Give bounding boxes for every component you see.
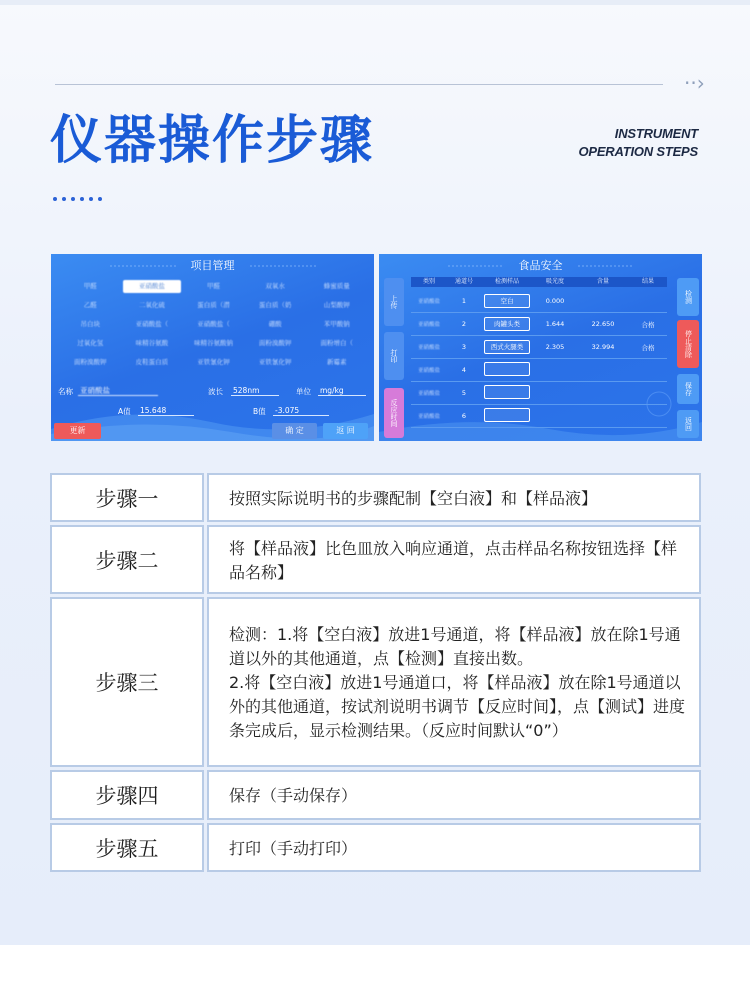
project-item[interactable]: 苯甲酸钠	[323, 320, 350, 328]
step-description-cell	[207, 597, 701, 767]
project-item[interactable]: 皮鞋蛋白质	[135, 358, 169, 366]
project-item[interactable]: 吊白块	[80, 320, 101, 328]
category-cell: 亚硝酸盐	[417, 414, 440, 420]
project-item[interactable]: 亚硝酸盐（	[197, 320, 230, 328]
sample-name-button[interactable]: 西式火腿类	[484, 340, 530, 354]
project-item[interactable]: 亚硝酸盐	[123, 280, 182, 293]
steps-table	[50, 473, 701, 875]
wavelength-label: 波长	[208, 387, 223, 396]
step-name: 步骤四	[50, 770, 204, 820]
step-description-cell	[207, 823, 701, 872]
upload-button[interactable]: 上传	[384, 278, 404, 326]
results-table-header	[411, 277, 667, 287]
step-description-cell	[207, 473, 701, 522]
channel-cell: 5	[461, 389, 467, 397]
sample-name-button[interactable]	[484, 408, 530, 422]
confirm-button[interactable]: 确 定	[272, 423, 317, 439]
step-description: 按照实际说明书的步骤配制【空白液】和【样品液】	[229, 488, 598, 508]
absorbance-cell: 2.305	[545, 343, 565, 351]
print-button[interactable]: 打印	[384, 332, 404, 380]
channel-cell: 4	[461, 366, 467, 374]
english-subtitle	[578, 125, 698, 161]
project-item[interactable]: 面粉溴酸钾	[74, 358, 107, 366]
project-item[interactable]: 蛋白质（奶	[258, 301, 292, 309]
screen-header: 项目管理	[190, 259, 235, 272]
project-item[interactable]: 亚铁氰化钾	[197, 358, 230, 366]
step-description: 检测：1.将【空白液】放进1号通道，将【样品液】放在除1号通道以外的其他通道，点【检测】直接出数。 2.将【空白液】放进1号通道口，将【样品液】放在除1号通道以外的其他通道，按试剂说明书调节【反应时间】，点【测试】进度条完成后，显示检测结果。（反应时间默认“0”）	[229, 625, 686, 740]
channel-cell: 3	[461, 343, 467, 351]
column-header: 含量	[596, 278, 609, 285]
update-button[interactable]: 更新	[54, 423, 101, 439]
project-item[interactable]: 过氧化氢	[77, 339, 104, 347]
sample-cell	[481, 362, 533, 378]
step-row	[50, 525, 701, 594]
project-item[interactable]: 蜂蜜质量	[323, 282, 350, 290]
category-cell: 亚硝酸盐	[417, 322, 440, 328]
category-cell: 亚硝酸盐	[417, 299, 440, 305]
content-cell: 22.650	[591, 320, 615, 328]
step-row	[50, 770, 701, 820]
column-header: 结果	[641, 278, 654, 285]
page-title: 仪器操作步骤	[50, 110, 375, 171]
project-item[interactable]: 双氧水	[265, 282, 285, 290]
sample-cell	[481, 294, 533, 308]
project-item[interactable]: 甲醛	[206, 282, 220, 290]
subtitle-line-2: OPERATION STEPS	[578, 144, 698, 159]
b-value-label: B值	[253, 407, 266, 416]
back-button[interactable]: 返 回	[323, 423, 368, 439]
project-item[interactable]: 新霉素	[326, 358, 347, 366]
sample-name-button[interactable]: 空白	[484, 294, 530, 308]
detect-button[interactable]: 检测	[677, 278, 699, 316]
content-cell: 32.994	[591, 343, 615, 351]
project-item[interactable]: 乙醛	[83, 301, 97, 309]
project-item[interactable]: 山梨酸钾	[323, 301, 350, 309]
project-management-screenshot	[51, 254, 374, 441]
project-item[interactable]: 亚铁氰化钾	[258, 358, 292, 366]
table-row	[411, 382, 667, 405]
channel-cell: 6	[461, 412, 467, 420]
sample-cell	[481, 408, 533, 424]
result-cell: 合格	[641, 320, 655, 329]
step-name: 步骤一	[50, 473, 204, 522]
b-value-field[interactable]: -3.075	[273, 406, 329, 416]
unit-label: 单位	[296, 387, 311, 396]
sample-cell	[481, 340, 533, 354]
channel-cell: 1	[461, 297, 467, 305]
project-item[interactable]: 味精谷氨酸钠	[193, 339, 233, 347]
table-row	[411, 313, 667, 336]
column-header: 检测样品	[494, 278, 519, 285]
absorbance-cell: 1.644	[545, 320, 565, 328]
a-value-field[interactable]: 15.648	[138, 406, 194, 416]
screen-header: 食品安全	[518, 259, 563, 272]
header-divider	[55, 84, 663, 85]
column-header: 类别	[422, 278, 435, 285]
stop-clear-button[interactable]: 停止清除	[677, 320, 699, 368]
step-description: 打印（手动打印）	[229, 838, 358, 858]
sample-cell	[481, 317, 533, 331]
arrow-right-icon: ··›	[684, 71, 705, 95]
food-safety-screenshot	[379, 254, 702, 441]
top-bar	[0, 0, 750, 5]
name-label: 名称	[58, 387, 73, 396]
column-header: 通道号	[454, 278, 473, 285]
table-row	[411, 336, 667, 359]
a-value-label: A值	[118, 407, 131, 416]
unit-field[interactable]: mg/kg	[318, 386, 366, 396]
sample-name-button[interactable]	[484, 362, 530, 376]
back-button[interactable]: 返回	[677, 410, 699, 438]
channel-cell: 2	[461, 320, 467, 328]
step-name: 步骤二	[50, 525, 204, 594]
table-row	[411, 290, 667, 313]
project-item[interactable]: 甲醛	[83, 282, 97, 290]
project-item[interactable]: 面粉溴酸钾	[258, 339, 292, 347]
project-item[interactable]: 硼酸	[268, 320, 282, 328]
step-description-cell	[207, 770, 701, 820]
project-grid	[61, 280, 366, 369]
project-item[interactable]: 蛋白质（潜	[197, 301, 230, 309]
result-cell: 合格	[641, 343, 655, 352]
save-button[interactable]: 保存	[677, 374, 699, 404]
project-item[interactable]: 面粉增白（	[320, 339, 353, 347]
step-name: 步骤五	[50, 823, 204, 872]
step-description: 将【样品液】比色皿放入响应通道，点击样品名称按钮选择【样品名称】	[229, 538, 678, 582]
sample-cell	[481, 385, 533, 401]
reaction-time-button[interactable]: 反应时间	[384, 388, 404, 438]
category-cell: 亚硝酸盐	[417, 391, 440, 397]
category-cell: 亚硝酸盐	[417, 345, 440, 351]
project-item[interactable]: 味精谷氨酸	[135, 339, 169, 347]
absorbance-cell: 0.000	[545, 297, 565, 305]
category-cell: 亚硝酸盐	[417, 368, 440, 374]
project-item[interactable]: 二氧化硫	[138, 301, 165, 309]
table-row	[411, 359, 667, 382]
wavelength-field[interactable]: 528nm	[231, 386, 279, 396]
decorative-dots	[53, 197, 102, 201]
step-row	[50, 823, 701, 872]
project-item[interactable]: 亚硝酸盐（	[135, 320, 169, 328]
sample-name-button[interactable]: 肉罐头类	[484, 317, 530, 331]
step-row	[50, 597, 701, 767]
step-description: 保存（手动保存）	[229, 786, 358, 805]
step-name: 步骤三	[50, 597, 204, 767]
column-header: 吸光度	[545, 278, 564, 285]
table-row	[411, 405, 667, 428]
subtitle-line-1: INSTRUMENT	[614, 126, 698, 141]
sample-name-button[interactable]	[484, 385, 530, 399]
name-field[interactable]: 亚硝酸盐	[78, 386, 158, 396]
step-row	[50, 473, 701, 522]
step-description-cell	[207, 525, 701, 594]
